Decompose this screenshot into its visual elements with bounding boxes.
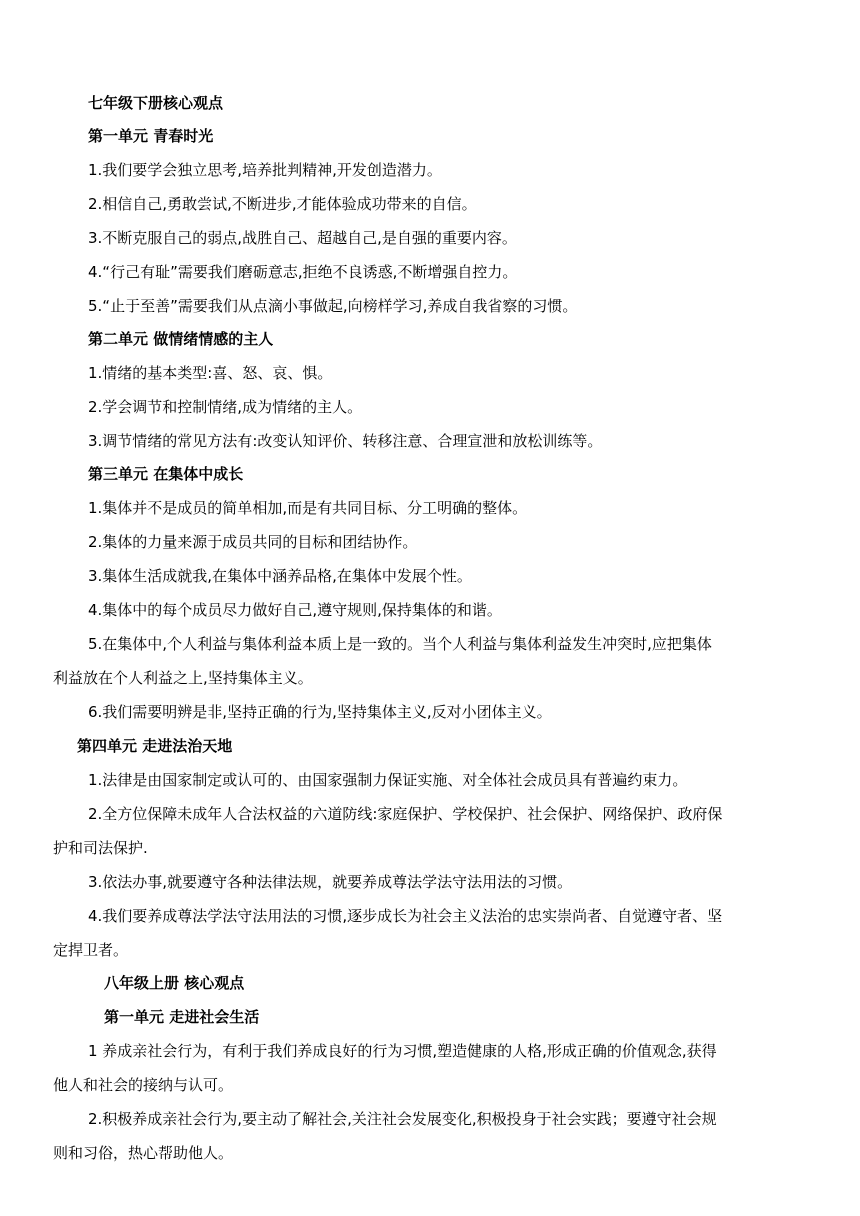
g7-unit3-item: 2.集体的力量来源于成员共同的目标和团结协作。 (88, 533, 418, 551)
g7-unit2-item: 1.情绪的基本类型:喜、怒、哀、惧。 (88, 364, 333, 382)
g7-unit3-heading: 第三单元 在集体中成长 (88, 465, 244, 483)
g7-unit3-item: 6.我们需要明辨是非,坚持正确的行为,坚持集体主义,反对小团体主义。 (88, 703, 552, 721)
g8-unit1-heading: 第一单元 走进社会生活 (104, 1008, 260, 1026)
g8-unit1-item-continuation: 则和习俗，热心帮助他人。 (53, 1144, 234, 1162)
g8-unit1-item: 2.积极养成亲社会行为,要主动了解社会,关注社会发展变化,积极投身于社会实践；要遵守社会规 (88, 1110, 717, 1128)
g7-unit4-heading: 第四单元 走进法治天地 (77, 737, 233, 755)
g7-unit4-item: 2.全方位保障未成年人合法权益的六道防线:家庭保护、学校保护、社会保护、网络保护、政府保 (88, 805, 723, 823)
g7-unit1-item: 4.“行己有耻”需要我们磨砺意志,拒绝不良诱惑,不断增强自控力。 (88, 263, 518, 281)
g7-unit2-item: 2.学会调节和控制情绪,成为情绪的主人。 (88, 398, 363, 416)
g7-unit4-item-continuation: 定捍卫者。 (53, 941, 129, 959)
grade8-title: 八年级上册 核心观点 (104, 974, 245, 992)
g8-unit1-item: 1 养成亲社会行为，有利于我们养成良好的行为习惯,塑造健康的人格,形成正确的价值观念,获得 (88, 1042, 717, 1060)
g7-unit3-item: 4.集体中的每个成员尽力做好自己,遵守规则,保持集体的和谐。 (88, 601, 502, 619)
g8-unit1-item-continuation: 他人和社会的接纳与认可。 (53, 1076, 234, 1094)
g7-unit3-item-continuation: 利益放在个人利益之上,坚持集体主义。 (53, 669, 313, 687)
g7-unit1-heading: 第一单元 青春时光 (88, 127, 214, 145)
g7-unit2-heading: 第二单元 做情绪情感的主人 (88, 330, 274, 348)
g7-unit1-item: 1.我们要学会独立思考,培养批判精神,开发创造潜力。 (88, 161, 442, 179)
g7-unit3-item: 3.集体生活成就我,在集体中涵养品格,在集体中发展个性。 (88, 567, 472, 585)
g7-unit3-item: 1.集体并不是成员的简单相加,而是有共同目标、分工明确的整体。 (88, 499, 528, 517)
g7-unit4-item: 3.依法办事,就要遵守各种法律法规，就要养成尊法学法守法用法的习惯。 (88, 873, 573, 891)
g7-unit3-item: 5.在集体中,个人利益与集体利益本质上是一致的。当个人利益与集体利益发生冲突时,应把集体 (88, 635, 712, 653)
g7-unit1-item: 5.“止于至善”需要我们从点滴小事做起,向榜样学习,养成自我省察的习惯。 (88, 297, 578, 315)
grade7-title: 七年级下册核心观点 (88, 94, 224, 112)
g7-unit4-item: 1.法律是由国家制定或认可的、由国家强制力保证实施、对全体社会成员具有普遍约束力。 (88, 771, 688, 789)
g7-unit4-item-continuation: 护和司法保护. (53, 839, 148, 857)
g7-unit1-item: 3.不断克服自己的弱点,战胜自己、超越自己,是自强的重要内容。 (88, 229, 517, 247)
g7-unit1-item: 2.相信自己,勇敢尝试,不断进步,才能体验成功带来的自信。 (88, 195, 477, 213)
g7-unit4-item: 4.我们要养成尊法学法守法用法的习惯,逐步成长为社会主义法治的忠实崇尚者、自觉遵守者、坚 (88, 907, 723, 925)
g7-unit2-item: 3.调节情绪的常见方法有:改变认知评价、转移注意、合理宣泄和放松训练等。 (88, 432, 603, 450)
